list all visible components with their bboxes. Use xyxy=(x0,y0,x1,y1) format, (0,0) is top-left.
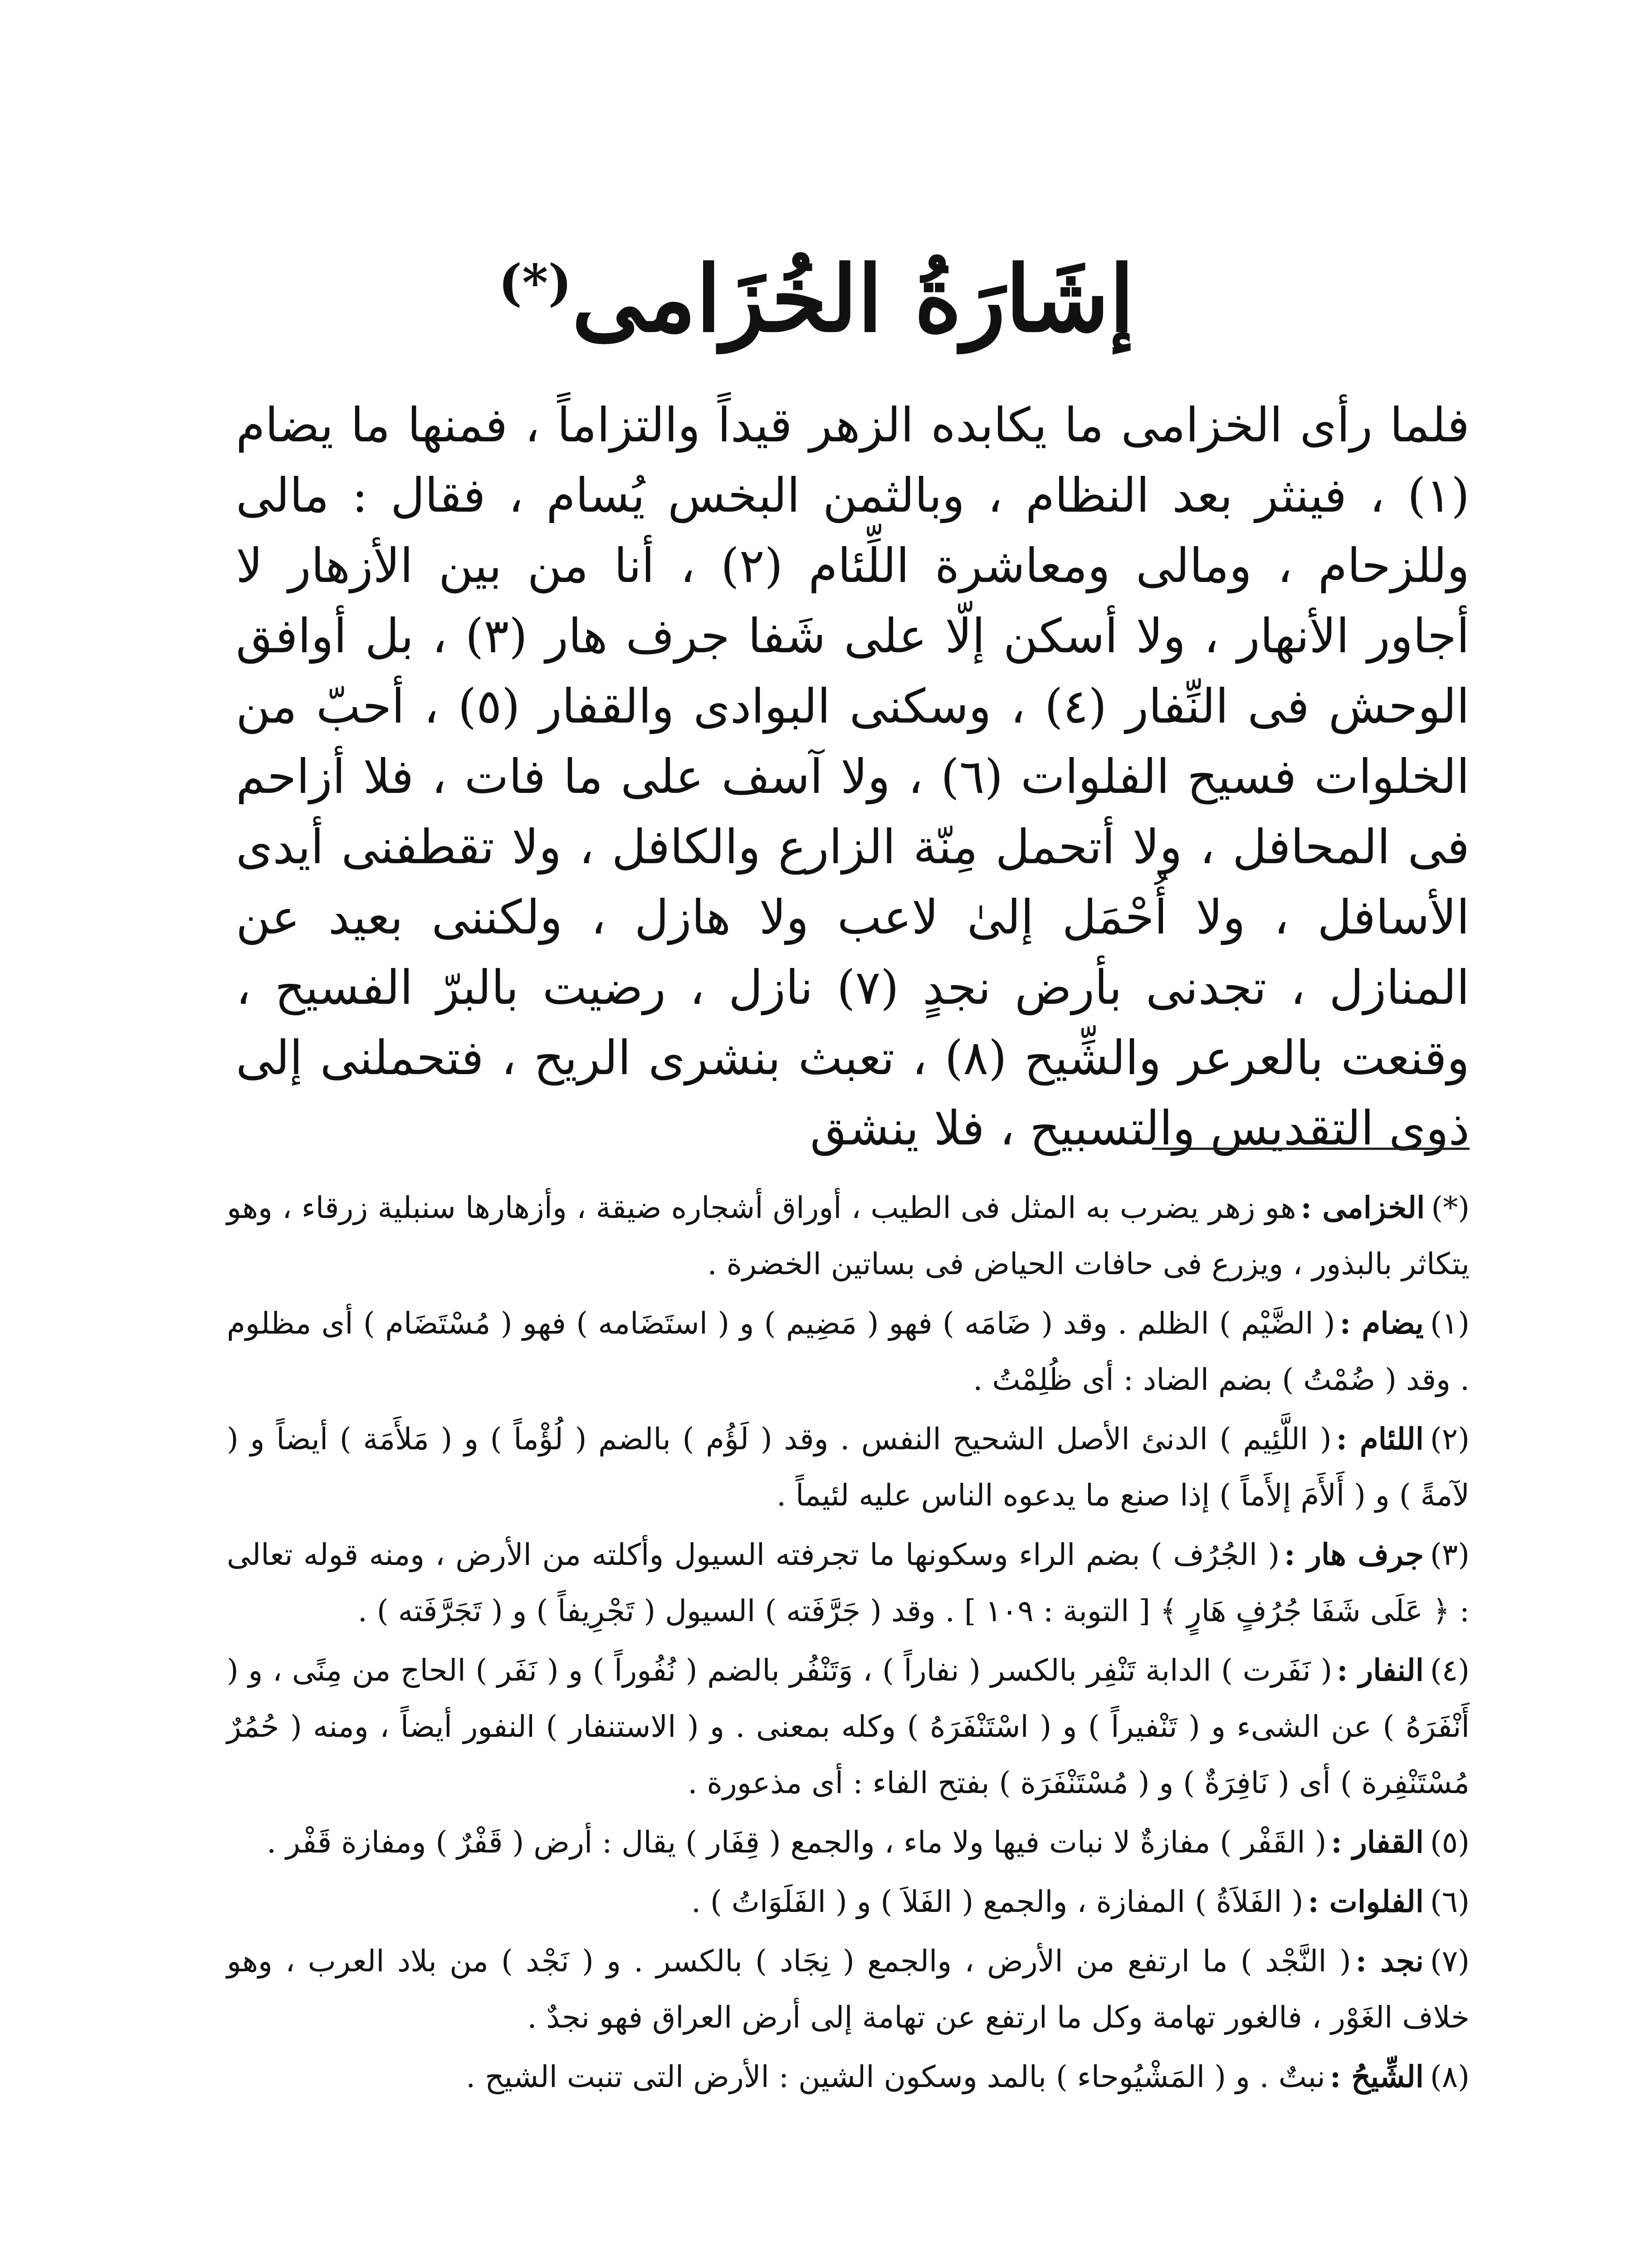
footnotes xyxy=(227,1179,1470,2108)
footnote-number: (٧) xyxy=(1430,1944,1470,1979)
footnote xyxy=(227,1933,1470,2046)
footnote-term: جرف هار : xyxy=(1284,1537,1424,1572)
title-text: إشَارَةُ الخُزَامى xyxy=(572,246,1135,352)
main-text xyxy=(236,390,1470,1163)
footnote xyxy=(227,1526,1470,1639)
footnote-text: ( اللَّئِيم ) الدنئ الأصل الشحيح النفس . وقد ( لَؤُم ) بالضم ( لُؤْماً ) و ( مَلأَمَة ) أيضاً و ( لآمةً ) و ( أَلأَمَ إلأَماً ) إذا صنع ما يدعوه الناس عليه لئيماً . xyxy=(227,1422,1470,1513)
footnote xyxy=(227,1814,1470,1871)
footnote-term: الفلوات : xyxy=(1308,1884,1424,1919)
footnote-number: (٥) xyxy=(1430,1825,1470,1860)
footnote-text: نبتٌ . و ( المَشْيُوحاء ) بالمد وسكون الشين : الأرض التى تنبت الشيح . xyxy=(466,2059,1325,2094)
footnote-number: (٤) xyxy=(1430,1653,1470,1688)
footnote-text: ( الفَلاَةُ ) المفازة ، والجمع ( الفَلاَ ) و ( الفَلَوَاتُ ) . xyxy=(691,1884,1304,1919)
footnote-number: (٦) xyxy=(1430,1884,1470,1919)
footnote-text: ( النَّجْد ) ما ارتفع من الأرض ، والجمع ( نِجَاد ) بالكسر . و ( نَجْد ) من بلاد العرب ، وهو خلاف الغَوْر ، فالغور تهامة وكل ما ارتفع عن تهامة إلى أرض العراق فهو نجدٌ . xyxy=(227,1944,1470,2035)
footnote-text: ( الجُرُف ) بضم الراء وسكونها ما تجرفته السيول وأكلته من الأرض ، ومنه قوله تعالى : ﴿ عَلَى شَفَا جُرُفٍ هَارٍ ﴾ [ التوبة : ١٠٩ ] . وقد ( جَرَّفَته ) السيول ( تَجْرِيفاً ) و ( تَجَرَّفَته ) . xyxy=(227,1537,1470,1628)
footnote-text: ( الضَّيْم ) الظلم . وقد ( ضَامَه ) فهو ( مَضِيم ) و ( استَضَامه ) فهو ( مُسْتَضَام ) أى مظلوم . وقد ( ضُمْتُ ) بضم الضاد : أى ظُلِمْتُ . xyxy=(227,1306,1470,1397)
footnote xyxy=(227,1642,1470,1811)
footnote-term: النفار : xyxy=(1337,1652,1424,1688)
footnote-text: ( القَفْر ) مفازةٌ لا نبات فيها ولا ماء ، والجمع ( قِفَار ) يقال : أرض ( قَفْرٌ ) ومفازة قَفْر . xyxy=(267,1825,1327,1860)
footnote-number: (٢) xyxy=(1430,1422,1470,1457)
footnote-divider xyxy=(1152,1148,1470,1150)
footnote-term: يضام : xyxy=(1339,1305,1424,1341)
title-footnote-marker: (*) xyxy=(498,253,572,312)
footnote-text: ( نَفَرت ) الدابة تَنْفِر بالكسر ( نفاراً ) ، وَتَنْفُر بالضم ( نُفُوراً ) و ( نَفَر ) الحاج من مِنًى ، و ( أَنْفَرَهُ ) عن الشىء و ( تَنْفيراً ) و ( اسْتَنْفَرَهُ ) وكله بمعنى . و ( الاستنفار ) النفور أيضاً ، ومنه ( حُمُرٌ مُسْتَنْفِرة ) أى ( نَافِرَةٌ ) و ( مُسْتَنْفَرَة ) بفتح الفاء : أى مذعورة . xyxy=(227,1653,1470,1800)
footnote-term: القفار : xyxy=(1331,1824,1424,1860)
footnote-number: (٨) xyxy=(1430,2059,1470,2094)
footnote-text: هو زهر يضرب به المثل فى الطيب ، أوراق أشجاره ضيقة ، وأزهارها سنبلية زرقاء ، وهو يتكاثر بالبذور ، ويزرع فى حافات الحياض فى بساتين الخضرة . xyxy=(227,1190,1470,1281)
footnote-number: (*) xyxy=(1431,1190,1470,1225)
footnote xyxy=(227,1873,1470,1930)
main-paragraph: فلما رأى الخزامى ما يكابده الزهر قيداً والتزاماً ، فمنها ما يضام (١) ، فينثر بعد النظام ، وبالثمن البخس يُسام ، فقال : مالى وللزحام ، ومالى ومعاشرة اللِّئام (٢) ، أنا من بين الأزهار لا أجاور الأنهار ، ولا أسكن إلّا على شَفا جرف هار (٣) ، بل أوافق الوحش فى النِّفار (٤) ، وسكنى البوادى والقفار (٥) ، أحبّ من الخلوات فسيح الفلوات (٦) ، ولا آسف على ما فات ، فلا أزاحم فى المحافل ، ولا أتحمل مِنّة الزارع والكافل ، ولا تقطفنى أيدى الأسافل ، ولا أُحْمَل إلىٰ لاعب ولا هازل ، ولكننى بعيد عن المنازل ، تجدنى بأرض نجدٍ (٧) نازل ، رضيت بالبرّ الفسيح ، وقنعت بالعرعر والشِّيح (٨) ، تعبث بنشرى الريح ، فتحملنى إلى ذوى التقديس والتسبيح ، فلا ينشق xyxy=(236,397,1470,1156)
page-title xyxy=(227,245,1406,354)
footnote-term: الشِّيحُ : xyxy=(1329,2059,1424,2094)
footnote-number: (٣) xyxy=(1430,1537,1470,1572)
footnote-number: (١) xyxy=(1430,1306,1470,1341)
footnote-term: اللئام : xyxy=(1336,1421,1424,1457)
footnote xyxy=(227,2048,1470,2105)
footnote-term: نجد : xyxy=(1355,1943,1424,1979)
footnote xyxy=(227,1295,1470,1408)
footnote xyxy=(227,1179,1470,1292)
footnote-term: الخزامى : xyxy=(1300,1190,1425,1225)
footnote xyxy=(227,1411,1470,1524)
